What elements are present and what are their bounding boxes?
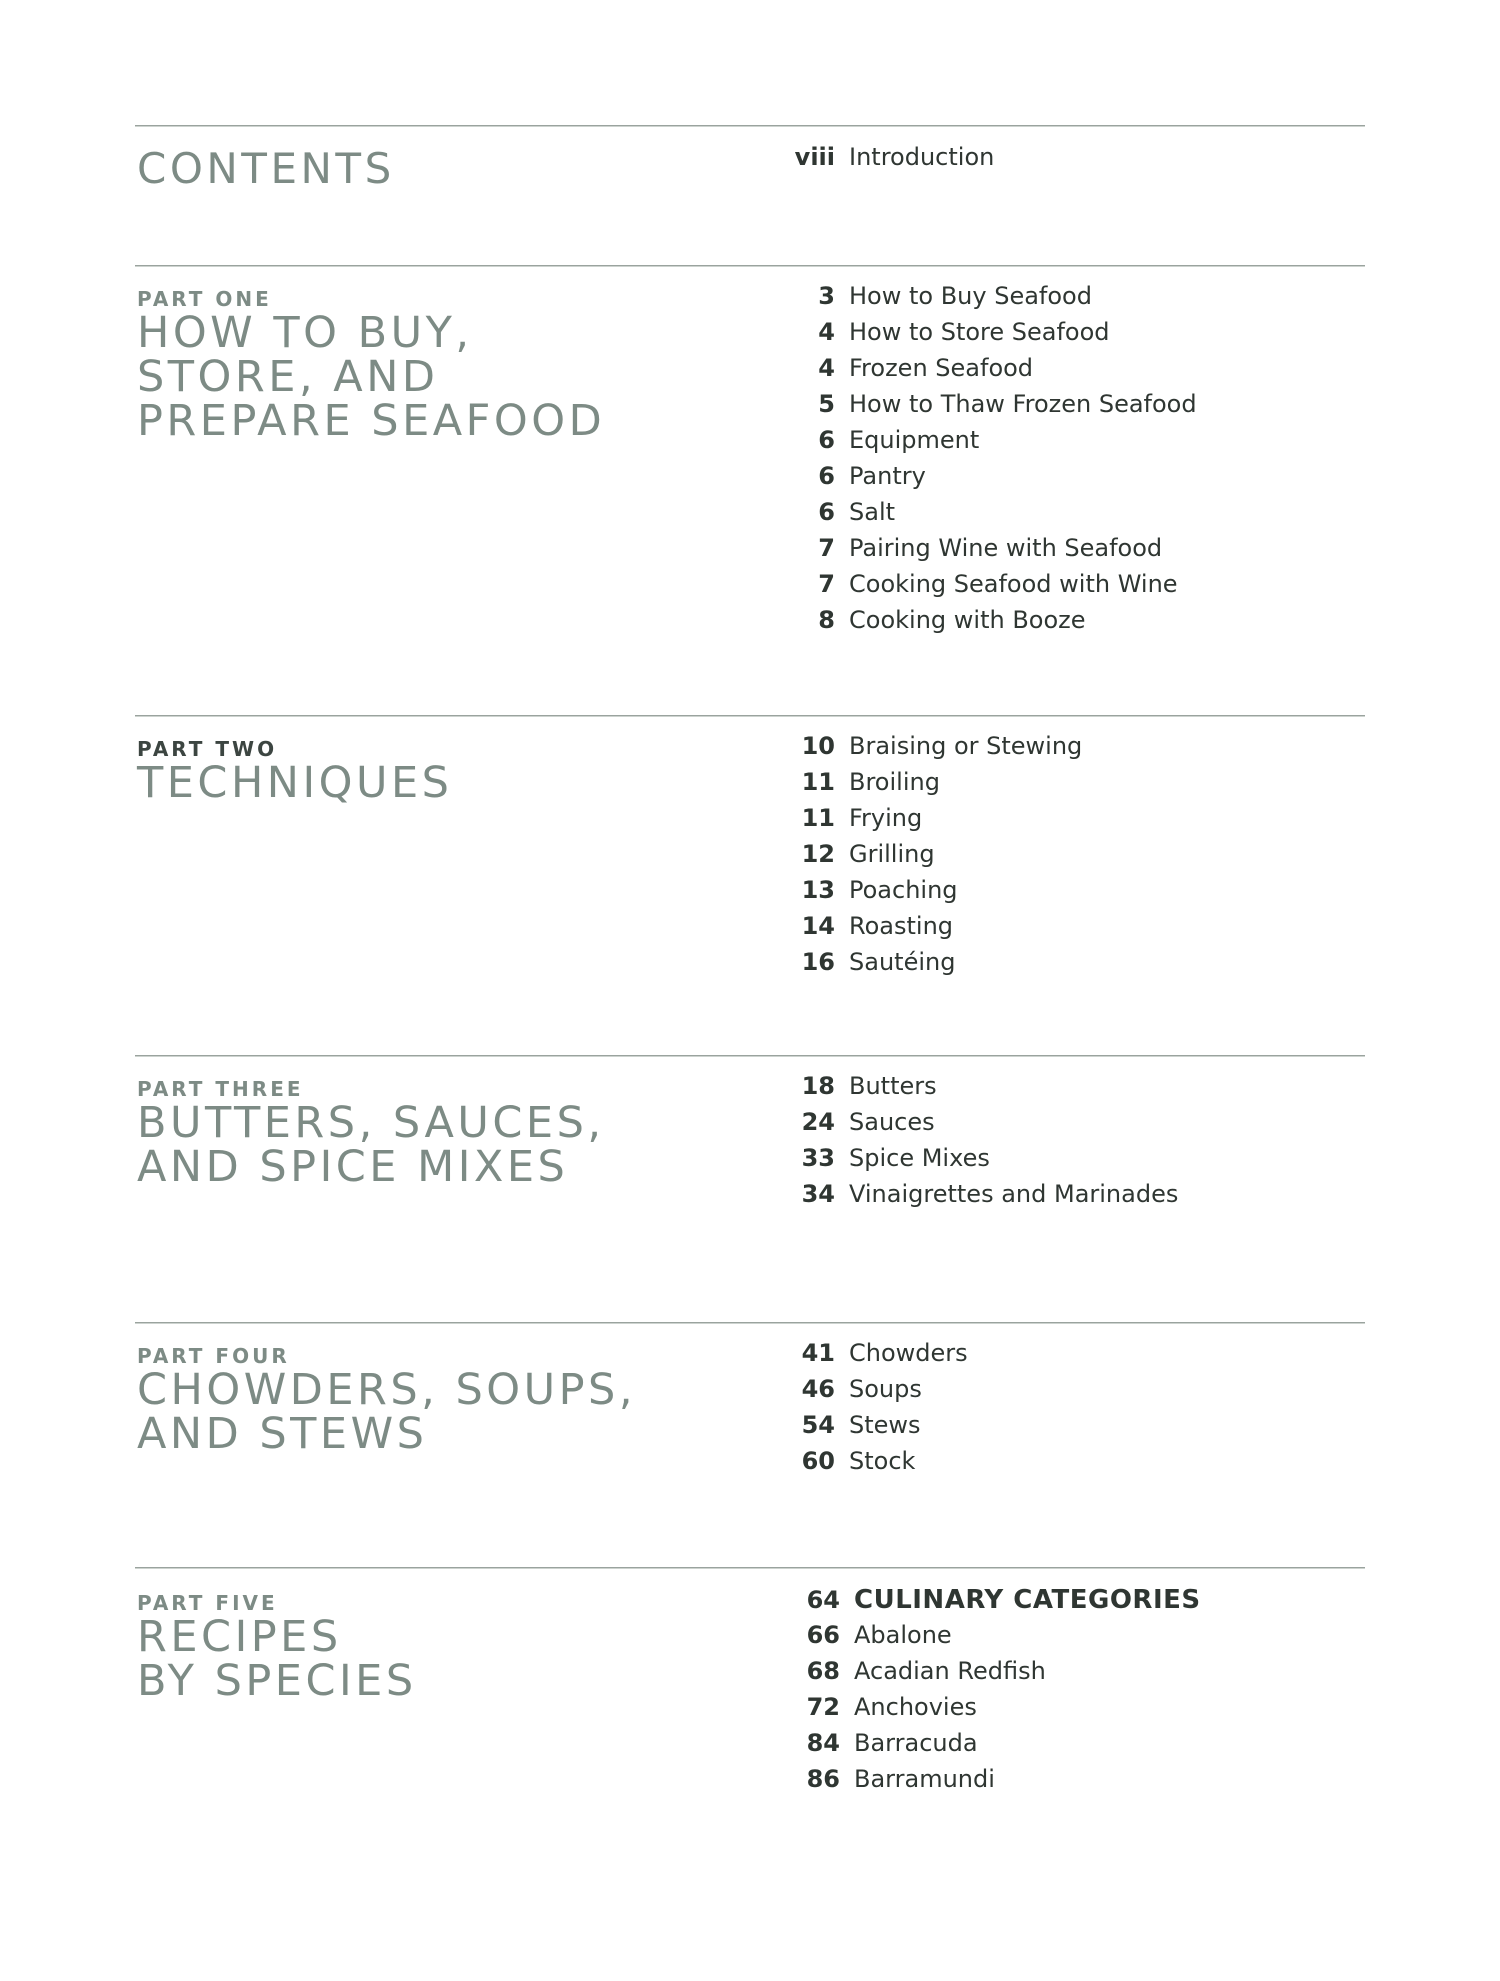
toc-entry-title: Chowders (849, 1339, 968, 1367)
toc-page-number: 5 (818, 390, 835, 418)
toc-entry-title: Poaching (849, 876, 958, 904)
toc-entry[interactable] (775, 732, 1082, 768)
toc-page-number: 16 (801, 948, 835, 976)
toc-page-number: 18 (801, 1072, 835, 1100)
toc-entry[interactable] (775, 318, 1197, 354)
toc-entry-title: How to Buy Seafood (849, 282, 1092, 310)
toc-page-number: 4 (818, 318, 835, 346)
divider (135, 265, 1365, 267)
toc-entry-title: Cooking Seafood with Wine (849, 570, 1178, 598)
divider (135, 1055, 1365, 1057)
toc-entry-title: Abalone (854, 1621, 952, 1649)
toc-entry[interactable] (787, 143, 994, 179)
toc-page-number: 72 (806, 1693, 840, 1721)
toc-entry-title: Barramundi (854, 1765, 995, 1793)
toc-entry[interactable] (775, 1657, 1201, 1693)
part-label: PART ONE (137, 287, 272, 311)
toc-entry[interactable] (775, 1447, 968, 1483)
toc-entry-title: Roasting (849, 912, 954, 940)
toc-page-number: 34 (801, 1180, 835, 1208)
toc-entry[interactable] (775, 1693, 1201, 1729)
toc-entry-title: Frozen Seafood (849, 354, 1034, 382)
toc-entry-title: Cooking with Booze (849, 606, 1086, 634)
toc-entry-title: How to Store Seafood (849, 318, 1110, 346)
divider (135, 1567, 1365, 1569)
toc-page-number: 10 (801, 732, 835, 760)
toc-page-number: 11 (801, 804, 835, 832)
page-title: CONTENTS (137, 144, 395, 193)
toc-entry[interactable] (775, 1144, 1178, 1180)
part-label: PART THREE (137, 1077, 304, 1101)
toc-entry-title: CULINARY CATEGORIES (854, 1585, 1201, 1615)
toc-page-number: 8 (818, 606, 835, 634)
toc-page-number: 7 (818, 570, 835, 598)
divider (135, 125, 1365, 127)
toc-entry[interactable] (775, 1375, 968, 1411)
toc-entry[interactable] (775, 1765, 1201, 1801)
part-title: HOW TO BUY, STORE, AND PREPARE SEAFOOD (137, 308, 606, 446)
toc-entry-title: How to Thaw Frozen Seafood (849, 390, 1197, 418)
toc-entry[interactable] (775, 1621, 1201, 1657)
toc-page-number: 12 (801, 840, 835, 868)
part-title: CHOWDERS, SOUPS, AND STEWS (137, 1365, 637, 1459)
part-label: PART TWO (137, 737, 278, 761)
toc-page-number: 41 (801, 1339, 835, 1367)
toc-entry[interactable] (775, 768, 1082, 804)
toc-entry-title: Salt (849, 498, 896, 526)
toc-entry-title: Sauces (849, 1108, 935, 1136)
toc-page-number: 86 (806, 1765, 840, 1793)
toc-entry[interactable] (775, 1729, 1201, 1765)
divider (135, 1322, 1365, 1324)
toc-entry[interactable] (775, 426, 1197, 462)
toc-entry[interactable] (775, 1072, 1178, 1108)
toc-page-number: 11 (801, 768, 835, 796)
toc-entry-title: Frying (849, 804, 923, 832)
part-title: RECIPES BY SPECIES (137, 1612, 417, 1706)
toc-entry[interactable] (775, 1411, 968, 1447)
toc-entry[interactable] (775, 912, 1082, 948)
toc-page-number: 14 (801, 912, 835, 940)
toc-entry-category[interactable] (775, 1585, 1201, 1621)
toc-entry-title: Spice Mixes (849, 1144, 990, 1172)
toc-entry[interactable] (775, 1108, 1178, 1144)
toc-entry-title: Braising or Stewing (849, 732, 1083, 760)
part-title: BUTTERS, SAUCES, AND SPICE MIXES (137, 1098, 605, 1192)
toc-entry-title: Grilling (849, 840, 935, 868)
toc-entry[interactable] (775, 462, 1197, 498)
toc-entry[interactable] (775, 948, 1082, 984)
toc-entry-title: Vinaigrettes and Marinades (849, 1180, 1179, 1208)
part-label: PART FOUR (137, 1344, 290, 1368)
toc-page-number: 7 (818, 534, 835, 562)
toc-page-number: 6 (818, 426, 835, 454)
toc-entry-title: Stock (849, 1447, 916, 1475)
part-title: TECHNIQUES (137, 758, 453, 808)
toc-page-number: 54 (801, 1411, 835, 1439)
toc-entry[interactable] (775, 804, 1082, 840)
toc-entry[interactable] (775, 1180, 1178, 1216)
toc-page-number: 84 (806, 1729, 840, 1757)
toc-entry[interactable] (775, 840, 1082, 876)
toc-entry-title: Acadian Redfish (854, 1657, 1046, 1685)
toc-entry[interactable] (775, 354, 1197, 390)
toc-entry-title: Introduction (849, 143, 995, 171)
toc-entry[interactable] (775, 876, 1082, 912)
toc-entry-title: Stews (849, 1411, 921, 1439)
toc-entry-title: Equipment (849, 426, 980, 454)
toc-entry[interactable] (775, 1339, 968, 1375)
toc-entry[interactable] (775, 570, 1197, 606)
toc-page-number: 46 (801, 1375, 835, 1403)
toc-page-number: 6 (818, 462, 835, 490)
toc-entry[interactable] (775, 282, 1197, 318)
toc-entry[interactable] (775, 390, 1197, 426)
toc-entry-title: Pantry (849, 462, 926, 490)
toc-page-number: 3 (818, 282, 835, 310)
toc-entry[interactable] (775, 498, 1197, 534)
toc-entry[interactable] (775, 534, 1197, 570)
toc-page-number: 68 (806, 1657, 840, 1685)
toc-entry-title: Sautéing (849, 948, 956, 976)
toc-page-number: 24 (801, 1108, 835, 1136)
toc-entry-title: Barracuda (854, 1729, 978, 1757)
toc-page-number: 66 (806, 1621, 840, 1649)
toc-page-number: 13 (801, 876, 835, 904)
toc-entry-title: Soups (849, 1375, 922, 1403)
part-label: PART FIVE (137, 1591, 278, 1615)
toc-entry-title: Anchovies (854, 1693, 977, 1721)
toc-page-number: viii (794, 143, 835, 171)
toc-page-number: 60 (801, 1447, 835, 1475)
toc-entry-title: Butters (849, 1072, 937, 1100)
toc-page-number: 64 (806, 1586, 840, 1614)
divider (135, 715, 1365, 717)
toc-page-number: 6 (818, 498, 835, 526)
toc-page-number: 33 (801, 1144, 835, 1172)
toc-page-number: 4 (818, 354, 835, 382)
toc-entry-title: Pairing Wine with Seafood (849, 534, 1163, 562)
toc-entry-title: Broiling (849, 768, 940, 796)
toc-entry[interactable] (775, 606, 1197, 642)
